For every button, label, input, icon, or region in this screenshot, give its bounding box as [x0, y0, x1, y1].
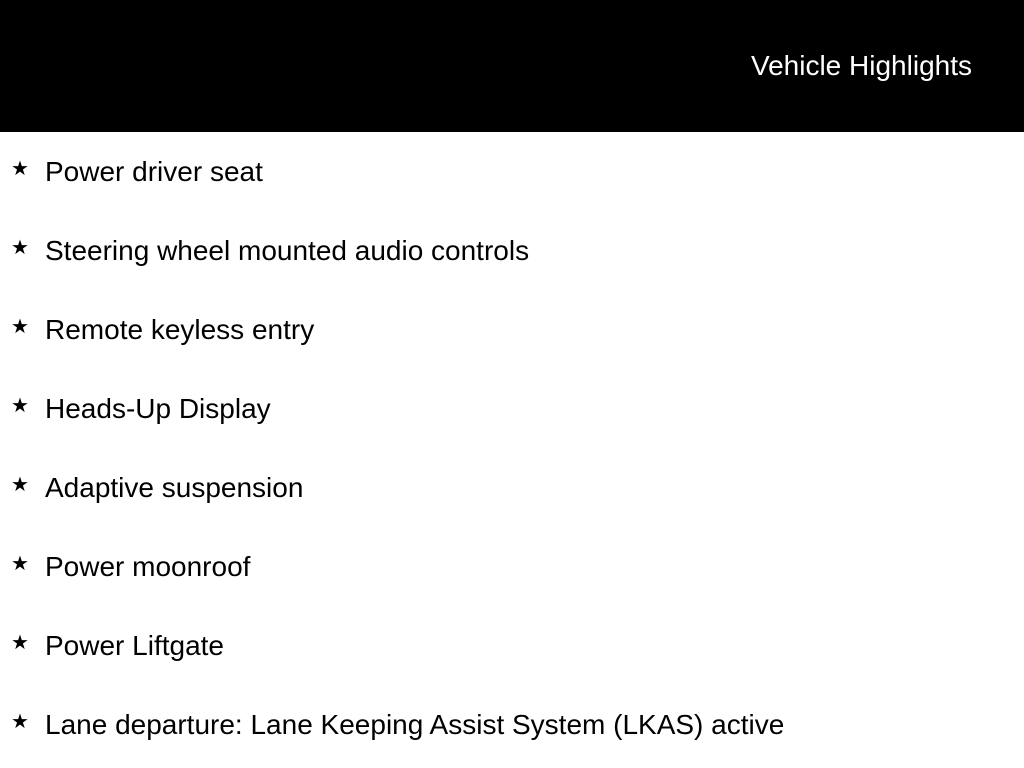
star-icon: ★: [11, 316, 29, 338]
star-icon: ★: [11, 158, 29, 180]
list-item: [0, 685, 1024, 764]
list-item: [0, 290, 1024, 369]
highlight-label: Power moonroof: [45, 551, 251, 582]
star-icon: ★: [11, 395, 29, 417]
list-item: [0, 606, 1024, 685]
star-icon: ★: [11, 632, 29, 654]
star-icon: ★: [11, 474, 29, 496]
page-title: Vehicle Highlights: [750, 50, 972, 81]
list-item: [0, 527, 1024, 606]
star-icon: ★: [11, 553, 29, 575]
highlight-label: Steering wheel mounted audio controls: [45, 235, 530, 266]
highlight-label: Remote keyless entry: [45, 314, 315, 345]
list-item: [0, 369, 1024, 448]
highlight-label: Adaptive suspension: [45, 472, 304, 503]
highlight-label: Heads-Up Display: [45, 393, 271, 424]
list-item: [0, 448, 1024, 527]
star-icon: ★: [11, 237, 29, 259]
highlights-list: [0, 132, 1024, 764]
highlight-label: Power Liftgate: [45, 630, 224, 661]
list-item: [0, 132, 1024, 211]
highlight-label: Power driver seat: [45, 156, 263, 187]
header-bar: [0, 0, 1024, 132]
highlight-label: Lane departure: Lane Keeping Assist System (LKAS) active: [45, 709, 785, 740]
star-icon: ★: [11, 711, 29, 733]
list-item: [0, 211, 1024, 290]
